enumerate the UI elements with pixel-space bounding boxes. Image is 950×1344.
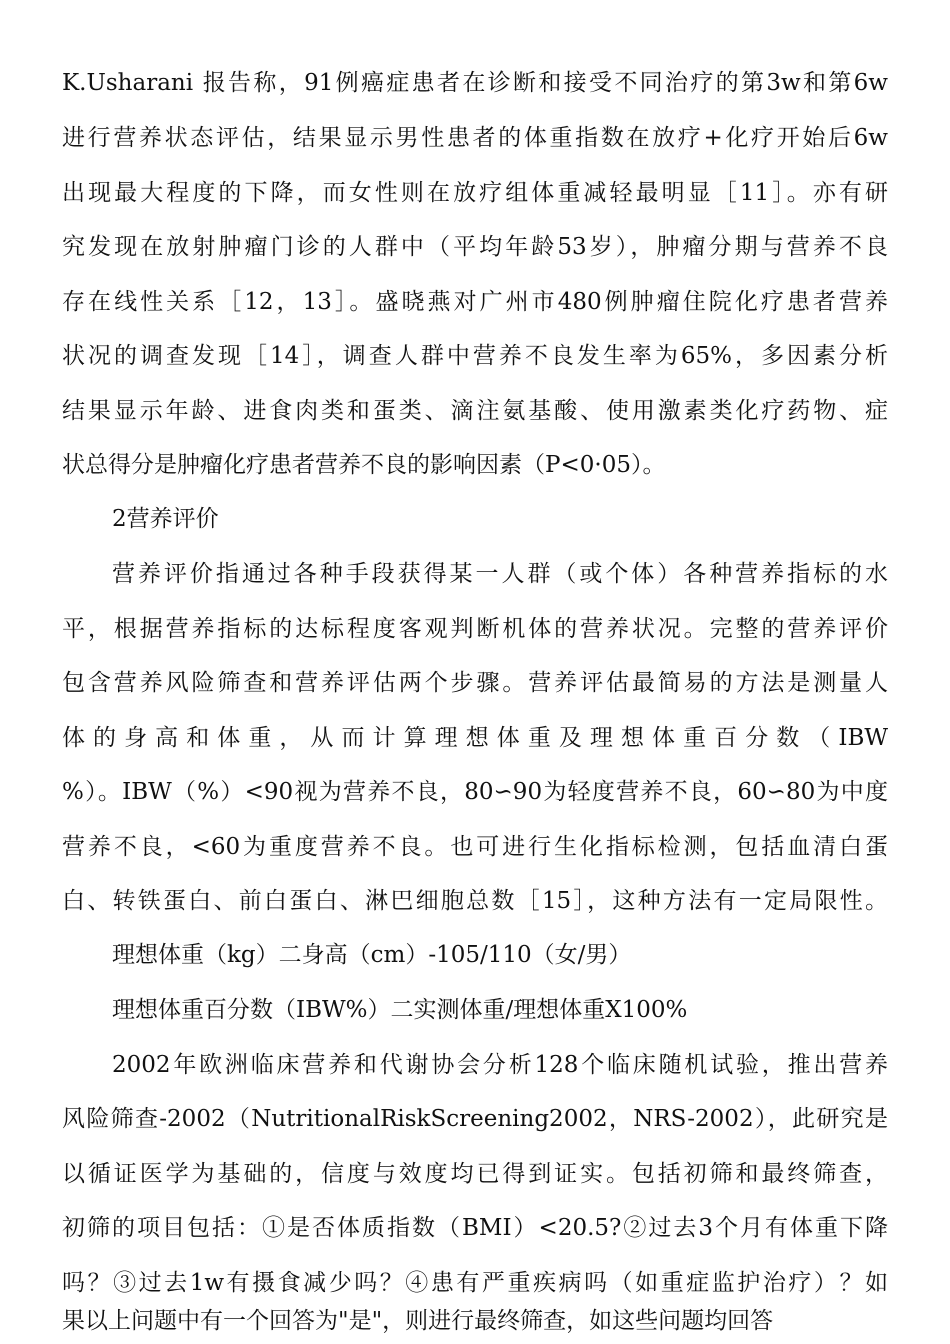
- text-line-16: 白、转铁蛋白、前白蛋白、淋巴细胞总数［15］，这种方法有一定局限性。: [62, 888, 888, 914]
- text-line-6: 状况的调查发现［14］，调查人群中营养不良发生率为65%，多因素分析: [62, 343, 888, 369]
- text-line-10: 营养评价指通过各种手段获得某一人群（或个体）各种营养指标的水: [112, 561, 888, 587]
- text-line-14: %）。IBW（%）<90视为营养不良，80∽90为轻度营养不良，60∽80为中度: [62, 779, 888, 805]
- text-line-24: 果以上问题中有一个回答为"是"，则进行最终筛查，如这些问题均回答: [62, 1308, 774, 1334]
- text-line-11: 平，根据营养指标的达标程度客观判断机体的营养状况。完整的营养评价: [62, 616, 888, 642]
- text-line-3: 出现最大程度的下降，而女性则在放疗组体重减轻最明显［11］。亦有研: [62, 180, 888, 206]
- formula-ideal-weight: 理想体重（kg）二身高（cm）-105/110（女/男）: [112, 942, 632, 968]
- text-line-19: 2002年欧洲临床营养和代谢协会分析128个临床随机试验，推出营养: [112, 1052, 888, 1078]
- formula-ibw-percent: 理想体重百分数（IBW%）二实测体重/理想体重X100%: [112, 997, 688, 1023]
- section-heading: 2营养评价: [112, 506, 219, 532]
- text-line-13: 体的身高和体重，从而计算理想体重及理想体重百分数（IBW: [62, 725, 888, 751]
- text-line-20: 风险筛查-2002（NutritionalRiskScreening2002，NRS-2002），此研究是: [62, 1106, 888, 1132]
- text-line-2: 进行营养状态评估，结果显示男性患者的体重指数在放疗+化疗开始后6w: [62, 125, 888, 151]
- text-line-1: K.Usharani 报告称，91例癌症患者在诊断和接受不同治疗的第3w和第6w: [62, 70, 888, 96]
- text-line-12: 包含营养风险筛查和营养评估两个步骤。营养评估最简易的方法是测量人: [62, 670, 888, 696]
- text-line-7: 结果显示年龄、进食肉类和蛋类、滴注氨基酸、使用激素类化疗药物、症: [62, 398, 888, 424]
- text-line-5: 存在线性关系［12，13］。盛晓燕对广州市480例肿瘤住院化疗患者营养: [62, 289, 888, 315]
- text-line-15: 营养不良，<60为重度营养不良。也可进行生化指标检测，包括血清白蛋: [62, 834, 888, 860]
- text-line-23: 吗？③过去1w有摄食减少吗？④患有严重疾病吗（如重症监护治疗）？如: [62, 1270, 888, 1296]
- text-line-22: 初筛的项目包括：①是否体质指数（BMI）<20.5?②过去3个月有体重下降: [62, 1215, 888, 1241]
- text-line-21: 以循证医学为基础的，信度与效度均已得到证实。包括初筛和最终筛查，: [62, 1161, 888, 1187]
- text-line-8: 状总得分是肿瘤化疗患者营养不良的影响因素（P<0·05）。: [62, 452, 666, 478]
- text-line-4: 究发现在放射肿瘤门诊的人群中（平均年龄53岁），肿瘤分期与营养不良: [62, 234, 888, 260]
